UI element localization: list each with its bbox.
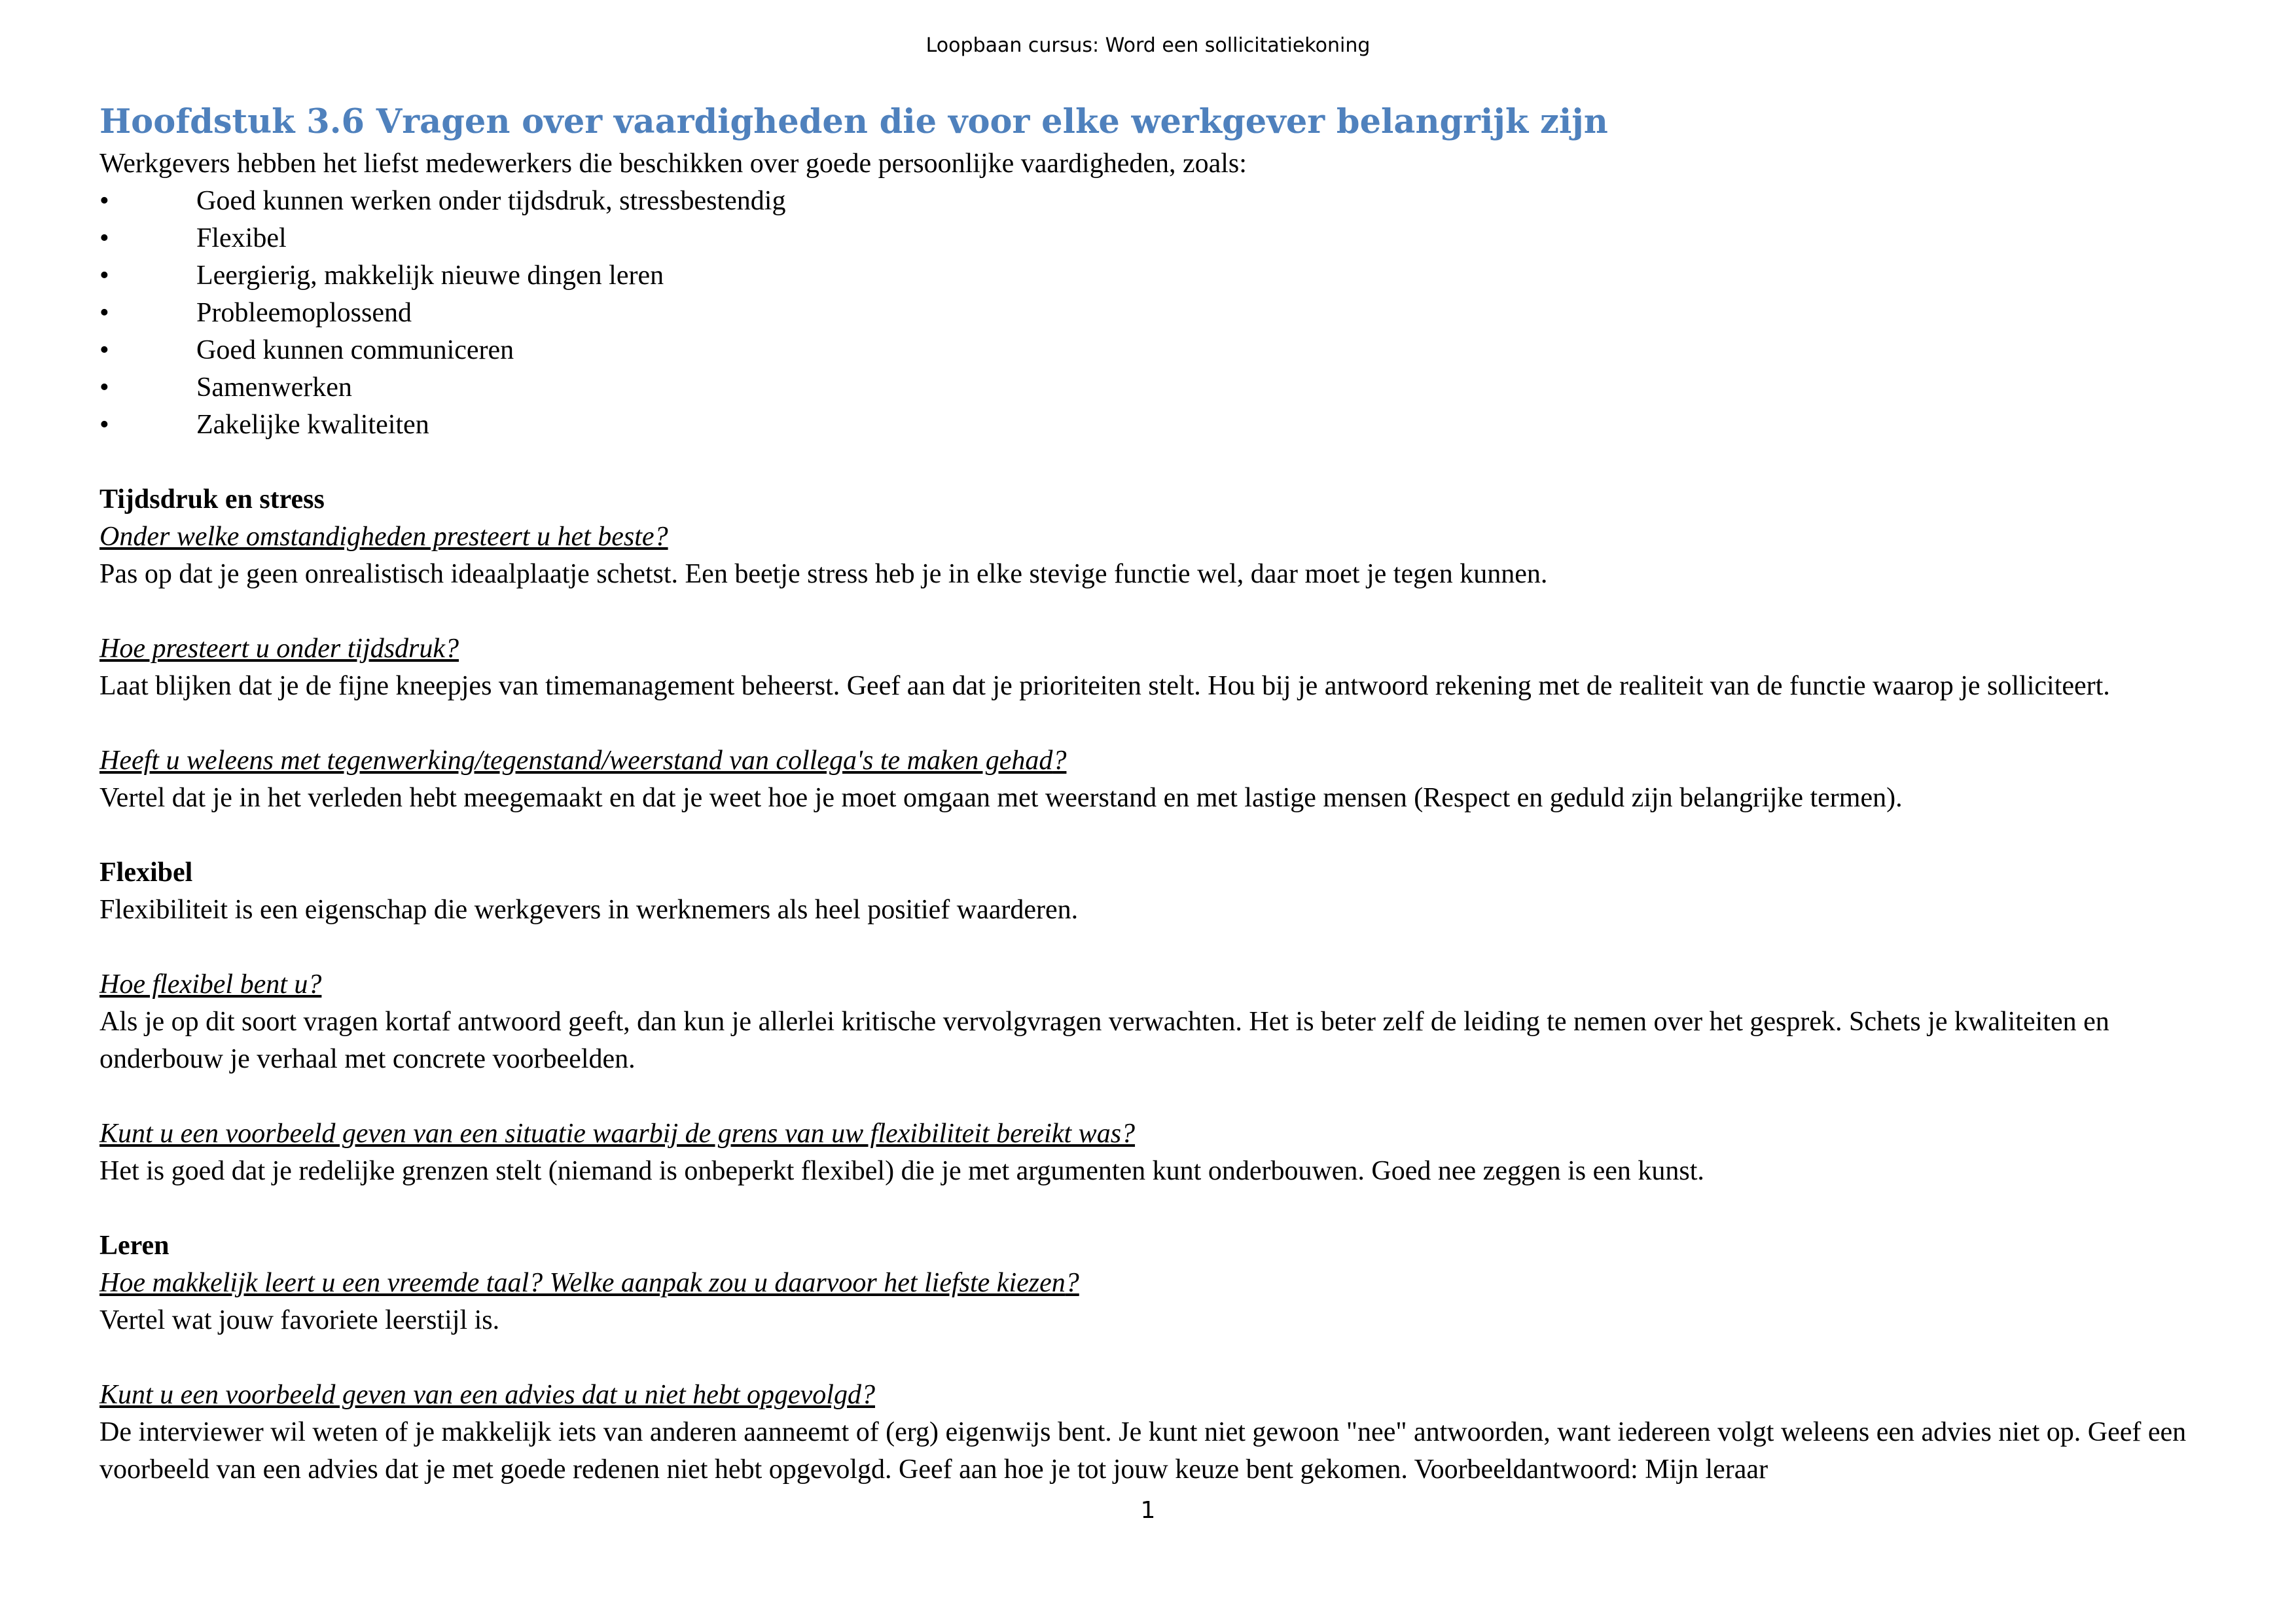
skill-item: [99, 406, 2200, 444]
skill-text: Samenwerken: [196, 372, 352, 403]
question: Hoe makkelijk leert u een vreemde taal? Welke aanpak zou u daarvoor het liefste kiezen?: [99, 1268, 1079, 1298]
spacer: [99, 444, 2200, 481]
skill-text: Probleemoplossend: [196, 298, 412, 328]
skill-text: Flexibel: [196, 223, 287, 253]
bullet-icon: •: [99, 186, 109, 216]
page-number: 1: [1140, 1497, 1156, 1524]
answer: Vertel wat jouw favoriete leerstijl is.: [99, 1305, 500, 1335]
spacer: [99, 817, 2200, 854]
document-body: [99, 98, 2200, 1489]
chapter-title: Hoofdstuk 3.6 Vragen over vaardigheden die voor elke werkgever belangrijk zijn: [99, 102, 1608, 141]
skill-item: [99, 332, 2200, 369]
skill-item: [99, 369, 2200, 406]
skill-item: [99, 220, 2200, 257]
question: Heeft u weleens met tegenwerking/tegenstand/weerstand van collega's te maken gehad?: [99, 746, 1067, 776]
answer: Laat blijken dat je de fijne kneepjes van timemanagement beheerst. Geef aan dat je prioriteiten stelt. Hou bij je antwoord rekening met de realiteit van de functie waarop je solliciteert.: [99, 671, 2110, 701]
spacer: [99, 593, 2200, 630]
bullet-icon: •: [99, 410, 109, 440]
question: Kunt u een voorbeeld geven van een situatie waarbij de grens van uw flexibiliteit bereikt was?: [99, 1119, 1136, 1149]
answer: Als je op dit soort vragen kortaf antwoord geeft, dan kun je allerlei kritische vervolgvragen verwachten. Het is beter zelf de leiding te nemen over het gesprek. Schets je kwaliteiten en onderbouw je verhaal met concrete voorbeelden.: [99, 1007, 2109, 1074]
intro-paragraph: Werkgevers hebben het liefst medewerkers die beschikken over goede persoonlijke vaardigheden, zoals:: [99, 149, 1247, 179]
bullet-icon: •: [99, 261, 109, 291]
bullet-icon: •: [99, 372, 109, 403]
section-heading-tijdsdruk: Tijdsdruk en stress: [99, 484, 325, 514]
skills-list: [99, 183, 2200, 444]
bullet-icon: •: [99, 223, 109, 253]
spacer: [99, 1078, 2200, 1115]
spacer: [99, 705, 2200, 742]
skill-item: [99, 295, 2200, 332]
spacer: [99, 1190, 2200, 1227]
skill-text: Goed kunnen werken onder tijdsdruk, stressbestendig: [196, 186, 786, 216]
section-intro: Flexibiliteit is een eigenschap die werkgevers in werknemers als heel positief waarderen.: [99, 895, 1079, 925]
bullet-icon: •: [99, 298, 109, 328]
skill-text: Goed kunnen communiceren: [196, 335, 514, 365]
bullet-icon: •: [99, 335, 109, 365]
skill-text: Leergierig, makkelijk nieuwe dingen leren: [196, 261, 664, 291]
question: Hoe flexibel bent u?: [99, 969, 322, 1000]
question: Hoe presteert u onder tijdsdruk?: [99, 634, 459, 664]
spacer: [99, 1339, 2200, 1377]
skill-text: Zakelijke kwaliteiten: [196, 410, 429, 440]
answer: Vertel dat je in het verleden hebt meegemaakt en dat je weet hoe je moet omgaan met weerstand en met lastige mensen (Respect en geduld zijn belangrijke termen).: [99, 783, 1903, 813]
section-heading-leren: Leren: [99, 1231, 170, 1261]
page-header: Loopbaan cursus: Word een sollicitatiekoning: [925, 34, 1371, 57]
section-heading-flexibel: Flexibel: [99, 857, 193, 888]
spacer: [99, 929, 2200, 966]
skill-item: [99, 257, 2200, 295]
question: Onder welke omstandigheden presteert u het beste?: [99, 522, 668, 552]
skill-item: [99, 183, 2200, 220]
question: Kunt u een voorbeeld geven van een advies dat u niet hebt opgevolgd?: [99, 1380, 875, 1410]
answer: Het is goed dat je redelijke grenzen stelt (niemand is onbeperkt flexibel) die je met argumenten kunt onderbouwen. Goed nee zeggen is een kunst.: [99, 1156, 1704, 1186]
answer: De interviewer wil weten of je makkelijk iets van anderen aanneemt of (erg) eigenwijs bent. Je kunt niet gewoon "nee" antwoorden, want iedereen volgt weleens een advies niet op. Geef een voorbeeld van een advies dat je met goede redenen niet hebt opgevolgd. Geef aan hoe je tot jouw keuze bent gekomen. Voorbeeldantwoord: Mijn leraar: [99, 1417, 2187, 1485]
answer: Pas op dat je geen onrealistisch ideaalplaatje schetst. Een beetje stress heb je in elke stevige functie wel, daar moet je tegen kunnen.: [99, 559, 1548, 589]
